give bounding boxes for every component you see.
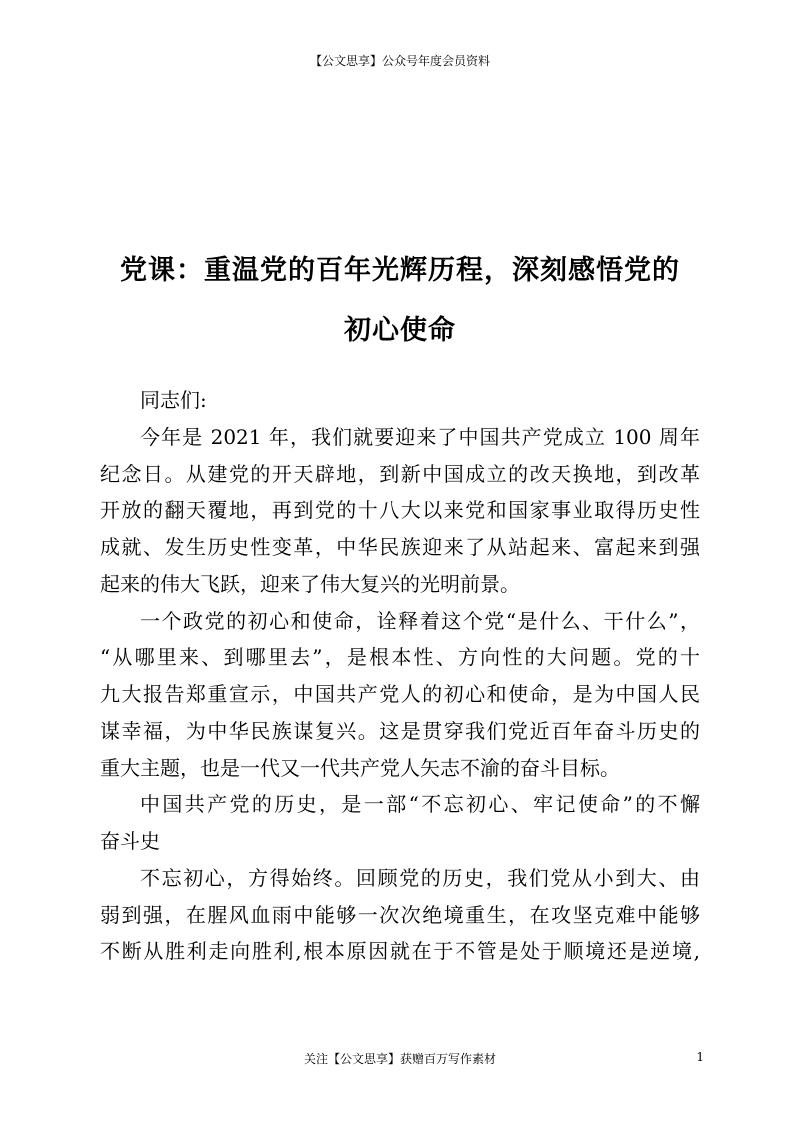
body-line: 重大主题，也是一代又一代共产党人矢志不渝的奋斗目标。 (100, 755, 620, 780)
body-line: 开放的翻天覆地，再到党的十八大以来党和国家事业取得历史性 (100, 498, 700, 523)
document-title-line-2: 初心使命 (344, 315, 456, 346)
section-heading-line: 奋斗史 (100, 829, 160, 853)
body-line: 不忘初心，方得始终。回顾党的历史，我们党从小到大、由 (140, 865, 700, 890)
body-line: 今年是 2021 年，我们就要迎来了中国共产党成立 100 周年 (140, 424, 700, 449)
page-footer: 关注【公文思享】获赠百万写作素材 (303, 1052, 496, 1066)
body-line: 九大报告郑重宣示，中国共产党人的初心和使命，是为中国人民 (100, 682, 700, 706)
document-title-line-1: 党课：重温党的百年光辉历程，深刻感悟党的 (120, 255, 680, 286)
body-line: 一个政党的初心和使命，诠释着这个党“是什么、干什么”， (140, 608, 700, 633)
page-header: 【公文思享】公众号年度会员资料 (309, 54, 490, 68)
body-line: “从哪里来、到哪里去”，是根本性、方向性的大问题。党的十 (100, 645, 700, 670)
body-line: 成就、发生历史性变革，中华民族迎来了从站起来、富起来到强 (100, 535, 700, 559)
body-line: 起来的伟大飞跃，迎来了伟大复兴的光明前景。 (100, 571, 520, 596)
page-number: 1 (696, 1050, 704, 1064)
body-line: 弱到强，在腥风血雨中能够一次次绝境重生，在攻坚克难中能够 (100, 902, 700, 927)
body-line: 不断从胜利走向胜利,根本原因就在于不管是处于顺境还是逆境, (100, 939, 700, 964)
body-line: 纪念日。从建党的开天辟地，到新中国成立的改天换地，到改革 (100, 461, 700, 486)
section-heading-line: 中国共产党的历史，是一部“不忘初心、牢记使命”的不懈 (140, 792, 700, 817)
salutation: 同志们: (140, 388, 207, 412)
document-body (100, 382, 700, 970)
body-line: 谋幸福，为中华民族谋复兴。这是贯穿我们党近百年奋斗历史的 (100, 718, 700, 743)
